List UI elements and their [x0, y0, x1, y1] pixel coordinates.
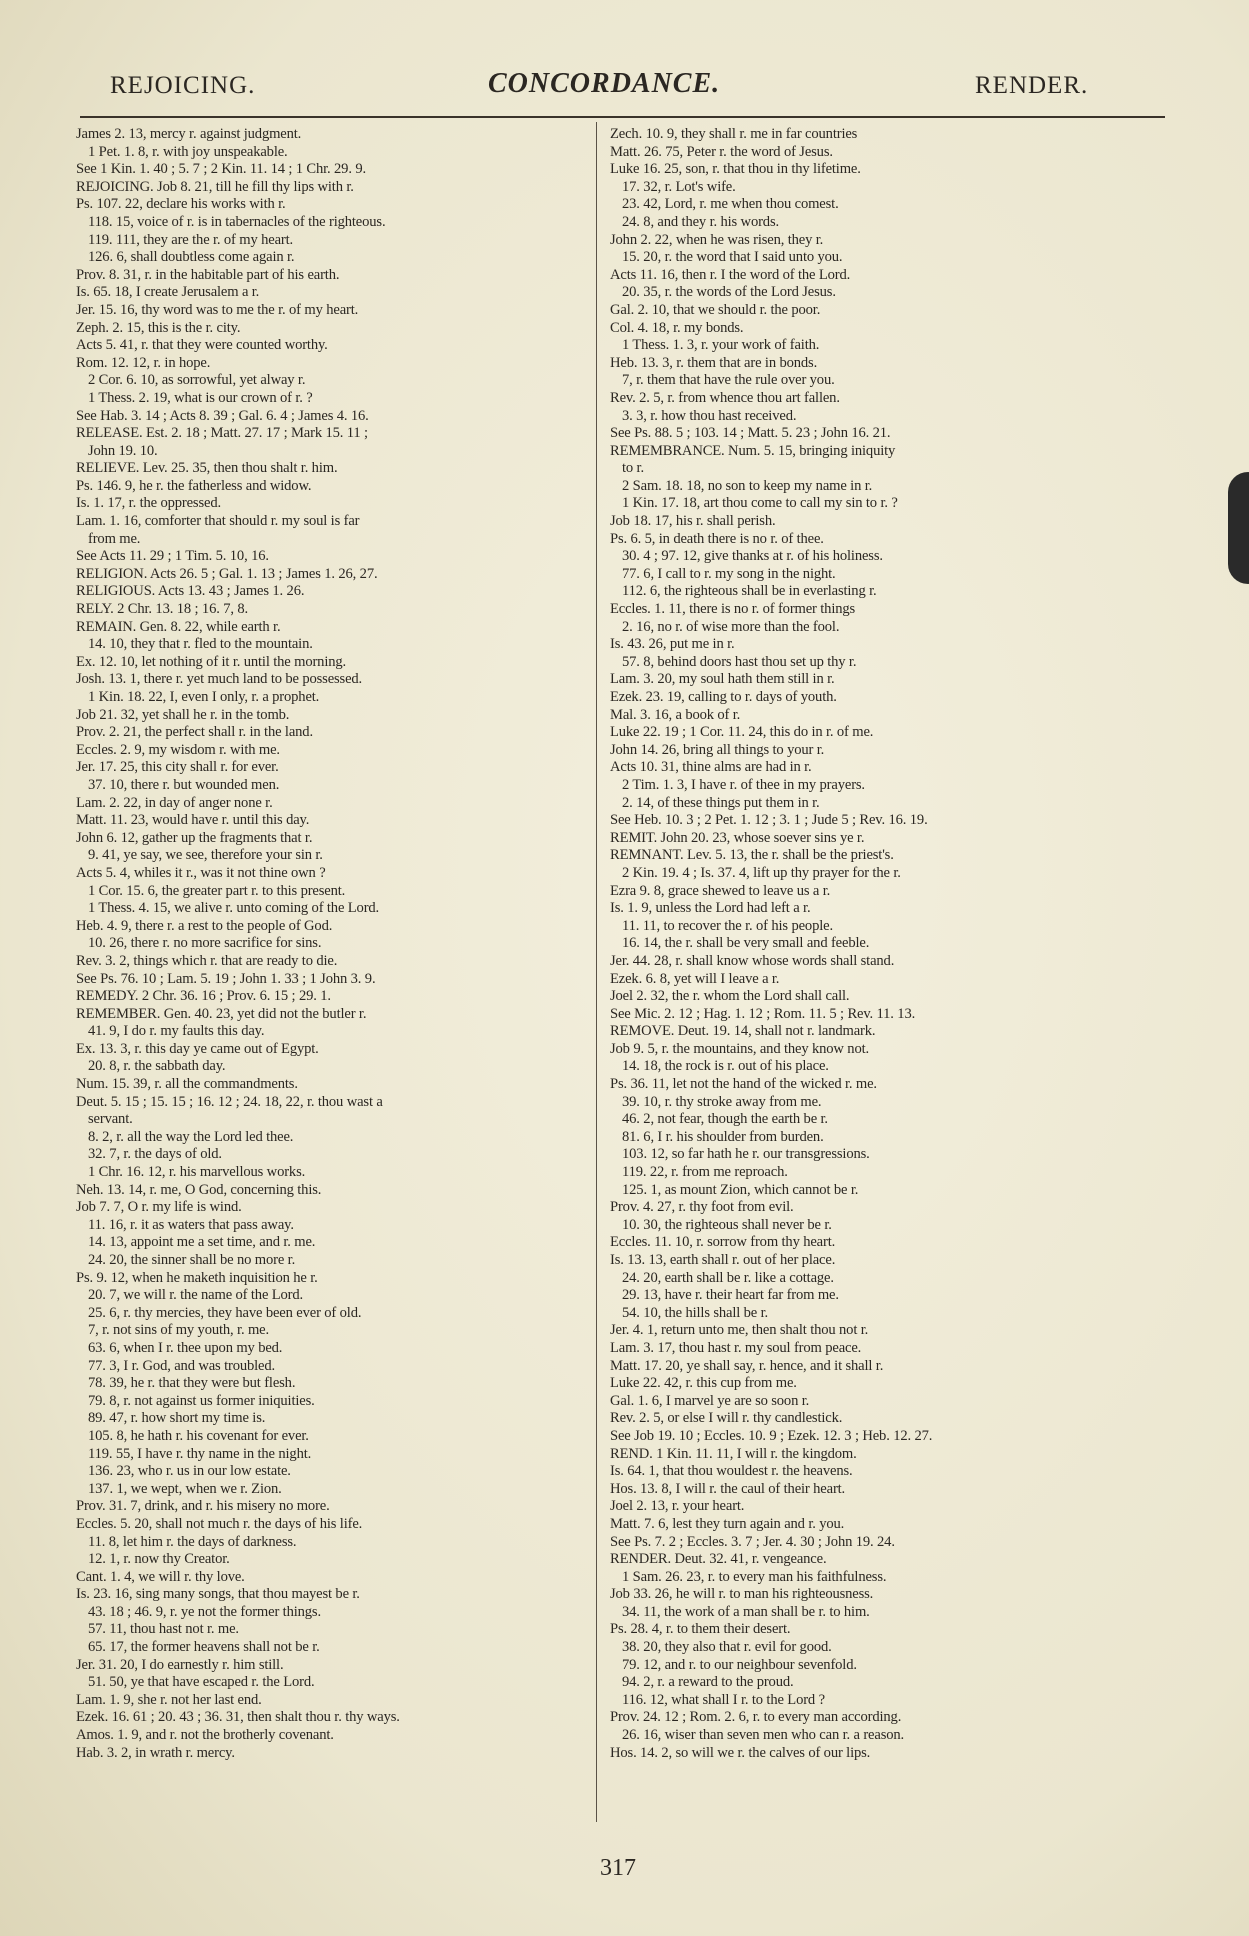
concordance-entry: 57. 8, behind doors hast thou set up thy r. — [622, 653, 857, 670]
concordance-entry: 2. 14, of these things put them in r. — [622, 794, 820, 811]
concordance-entry: Zech. 10. 9, they shall r. me in far countries — [610, 126, 858, 142]
concordance-entry: REMAIN. Gen. 8. 22, while earth r. — [76, 618, 281, 635]
concordance-entry: 39. 10, r. thy stroke away from me. — [622, 1093, 822, 1110]
concordance-entry: Joel 2. 13, r. your heart. — [610, 1498, 745, 1515]
concordance-entry: Ex. 13. 3, r. this day ye came out of Egypt. — [76, 1040, 319, 1057]
concordance-entry: 7, r. not sins of my youth, r. me. — [88, 1322, 269, 1339]
concordance-entry: 1 Cor. 15. 6, the greater part r. to this present. — [88, 882, 346, 899]
concordance-entry: Matt. 17. 20, ye shall say, r. hence, and it shall r. — [610, 1357, 884, 1374]
concordance-entry: Prov. 8. 31, r. in the habitable part of his earth. — [76, 266, 340, 283]
concordance-entry: Hos. 13. 8, I will r. the caul of their heart. — [610, 1480, 846, 1497]
concordance-entry: Heb. 4. 9, there r. a rest to the people of God. — [76, 917, 333, 934]
concordance-entry: 2 Sam. 18. 18, no son to keep my name in r. — [622, 477, 873, 494]
concordance-entry: Is. 1. 17, r. the oppressed. — [76, 495, 221, 512]
concordance-entry: Ps. 36. 11, let not the hand of the wicked r. me. — [610, 1076, 877, 1093]
concordance-entry: Zeph. 2. 15, this is the r. city. — [76, 319, 241, 336]
concordance-entry: 1 Thess. 2. 19, what is our crown of r. ? — [88, 389, 313, 406]
concordance-entry: See Ps. 7. 2 ; Eccles. 3. 7 ; Jer. 4. 30 ; John 19. 24. — [610, 1533, 895, 1550]
concordance-entry: Rev. 2. 5, r. from whence thou art fallen. — [610, 389, 840, 406]
concordance-entry: 105. 8, he hath r. his covenant for ever. — [88, 1427, 309, 1444]
concordance-entry: 12. 1, r. now thy Creator. — [88, 1551, 230, 1568]
concordance-entry: 119. 55, I have r. thy name in the night. — [88, 1445, 312, 1462]
concordance-entry: Lam. 2. 22, in day of anger none r. — [76, 794, 273, 811]
concordance-entry: See Mic. 2. 12 ; Hag. 1. 12 ; Rom. 11. 5 ; Rev. 11. 13. — [610, 1005, 916, 1022]
concordance-entry: 79. 12, and r. to our neighbour sevenfold. — [622, 1656, 857, 1673]
concordance-entry: Lam. 1. 16, comforter that should r. my soul is far — [76, 513, 360, 530]
concordance-entry: See Ps. 76. 10 ; Lam. 5. 19 ; John 1. 33 ; 1 John 3. 9. — [76, 970, 376, 987]
concordance-entry: 126. 6, shall doubtless come again r. — [88, 249, 295, 266]
concordance-entry: 23. 42, Lord, r. me when thou comest. — [622, 196, 839, 213]
concordance-entry: Col. 4. 18, r. my bonds. — [610, 319, 744, 336]
concordance-entry: James 2. 13, mercy r. against judgment. — [76, 126, 302, 142]
concordance-entry: Ezek. 23. 19, calling to r. days of youth. — [610, 689, 837, 705]
concordance-entry: 3. 3, r. how thou hast received. — [622, 407, 797, 424]
concordance-entry: 137. 1, we wept, when we r. Zion. — [88, 1480, 282, 1497]
concordance-entry: Is. 43. 26, put me in r. — [610, 636, 735, 653]
concordance-entry: Eccles. 2. 9, my wisdom r. with me. — [76, 741, 280, 758]
concordance-entry: See Job 19. 10 ; Eccles. 10. 9 ; Ezek. 12. 3 ; Heb. 12. 27. — [610, 1427, 933, 1444]
header-rule — [80, 116, 1165, 118]
concordance-entry: Hos. 14. 2, so will we r. the calves of our lips. — [610, 1744, 871, 1761]
concordance-entry: 20. 7, we will r. the name of the Lord. — [88, 1287, 304, 1304]
concordance-entry: 34. 11, the work of a man shall be r. to him. — [622, 1603, 870, 1620]
concordance-entry: Matt. 26. 75, Peter r. the word of Jesus. — [610, 143, 833, 160]
concordance-entry: REMIT. John 20. 23, whose soever sins ye r. — [610, 829, 865, 846]
running-head — [110, 60, 1110, 110]
thumb-index-tab — [1228, 472, 1249, 584]
concordance-entry: Is. 64. 1, that thou wouldest r. the heavens. — [610, 1463, 853, 1480]
concordance-entry: Gal. 1. 6, I marvel ye are so soon r. — [610, 1392, 810, 1409]
concordance-entry: RELIGIOUS. Acts 13. 43 ; James 1. 26. — [76, 583, 305, 600]
concordance-entry: Jer. 17. 25, this city shall r. for ever. — [76, 759, 279, 776]
concordance-entry: 9. 41, ye say, we see, therefore your sin r. — [88, 847, 323, 864]
concordance-entry: Acts 10. 31, thine alms are had in r. — [610, 759, 812, 776]
concordance-entry: Matt. 11. 23, would have r. until this day. — [76, 812, 310, 829]
right-column — [610, 126, 1130, 1816]
concordance-entry: 8. 2, r. all the way the Lord led thee. — [88, 1128, 294, 1145]
concordance-entry: Lam. 3. 20, my soul hath them still in r. — [610, 671, 835, 688]
concordance-entry: Acts 11. 16, then r. I the word of the Lord. — [610, 266, 851, 283]
concordance-entry: 1 Kin. 17. 18, art thou come to call my sin to r. ? — [622, 495, 898, 512]
concordance-entry: 125. 1, as mount Zion, which cannot be r. — [622, 1181, 859, 1198]
concordance-entry: 30. 4 ; 97. 12, give thanks at r. of his holiness. — [622, 548, 883, 565]
concordance-entry: Ps. 28. 4, r. to them their desert. — [610, 1621, 791, 1638]
concordance-entry: 81. 6, I r. his shoulder from burden. — [622, 1128, 824, 1145]
concordance-entry: Gal. 2. 10, that we should r. the poor. — [610, 301, 821, 318]
concordance-entry: Job 9. 5, r. the mountains, and they know not. — [610, 1040, 870, 1057]
concordance-entry: Luke 22. 42, r. this cup from me. — [610, 1375, 797, 1392]
concordance-entry: Ezra 9. 8, grace shewed to leave us a r. — [610, 882, 831, 899]
concordance-entry: Rom. 12. 12, r. in hope. — [76, 354, 211, 371]
concordance-entry: 14. 10, they that r. fled to the mountain. — [88, 636, 313, 653]
concordance-entry: 11. 8, let him r. the days of darkness. — [88, 1533, 297, 1550]
concordance-entry: 25. 6, r. thy mercies, they have been ever of old. — [88, 1304, 362, 1321]
concordance-entry: from me. — [88, 530, 141, 547]
concordance-entry: 14. 13, appoint me a set time, and r. me. — [88, 1234, 316, 1251]
concordance-entry: 11. 16, r. it as waters that pass away. — [88, 1216, 294, 1233]
concordance-entry: 26. 16, wiser than seven men who can r. a reason. — [622, 1727, 905, 1744]
concordance-entry: John 14. 26, bring all things to your r. — [610, 741, 825, 758]
concordance-entry: REND. 1 Kin. 11. 11, I will r. the kingdom. — [610, 1445, 857, 1462]
concordance-entry: Rev. 2. 5, or else I will r. thy candlestick. — [610, 1410, 843, 1427]
running-head-left: REJOICING. — [110, 72, 256, 99]
concordance-entry: Ps. 146. 9, he r. the fatherless and widow. — [76, 477, 312, 494]
concordance-entry: Jer. 4. 1, return unto me, then shalt thou not r. — [610, 1322, 869, 1339]
column-divider — [596, 122, 597, 1822]
left-column — [76, 126, 596, 1816]
concordance-entry: Job 21. 32, yet shall he r. in the tomb. — [76, 706, 290, 723]
concordance-entry: See Acts 11. 29 ; 1 Tim. 5. 10, 16. — [76, 548, 269, 565]
concordance-entry: 20. 35, r. the words of the Lord Jesus. — [622, 284, 836, 301]
concordance-entry: Lam. 3. 17, thou hast r. my soul from peace. — [610, 1339, 862, 1356]
concordance-entry: See Hab. 3. 14 ; Acts 8. 39 ; Gal. 6. 4 ; James 4. 16. — [76, 407, 369, 424]
concordance-entry: REMOVE. Deut. 19. 14, shall not r. landmark. — [610, 1023, 876, 1040]
concordance-entry: 2 Kin. 19. 4 ; Is. 37. 4, lift up thy prayer for the r. — [622, 864, 901, 881]
concordance-entry: Heb. 13. 3, r. them that are in bonds. — [610, 354, 818, 371]
concordance-entry: 94. 2, r. a reward to the proud. — [622, 1674, 794, 1691]
concordance-entry: Hab. 3. 2, in wrath r. mercy. — [76, 1744, 235, 1761]
concordance-entry: 1 Sam. 26. 23, r. to every man his faithfulness. — [622, 1568, 887, 1585]
concordance-entry: 79. 8, r. not against us former iniquities. — [88, 1392, 315, 1409]
concordance-entry: 136. 23, who r. us in our low estate. — [88, 1463, 291, 1480]
concordance-entry: RELIEVE. Lev. 25. 35, then thou shalt r. him. — [76, 460, 338, 477]
concordance-entry: 46. 2, not fear, though the earth be r. — [622, 1111, 828, 1128]
concordance-entry: 14. 18, the rock is r. out of his place. — [622, 1058, 829, 1075]
concordance-entry: 118. 15, voice of r. is in tabernacles of the righteous. — [88, 213, 386, 230]
concordance-entry: Mal. 3. 16, a book of r. — [610, 706, 741, 723]
concordance-entry: Neh. 13. 14, r. me, O God, concerning this. — [76, 1181, 322, 1198]
concordance-entry: Matt. 7. 6, lest they turn again and r. you. — [610, 1515, 845, 1532]
concordance-entry: 112. 6, the righteous shall be in everlasting r. — [622, 583, 877, 600]
concordance-entry: 103. 12, so far hath he r. our transgressions. — [622, 1146, 870, 1163]
concordance-entry: RELIGION. Acts 26. 5 ; Gal. 1. 13 ; James 1. 26, 27. — [76, 565, 378, 582]
concordance-entry: 116. 12, what shall I r. to the Lord ? — [622, 1691, 825, 1708]
concordance-entry: Acts 5. 4, whiles it r., was it not thine own ? — [76, 864, 326, 881]
concordance-entry: 43. 18 ; 46. 9, r. ye not the former things. — [88, 1603, 321, 1620]
concordance-entry: servant. — [88, 1111, 133, 1128]
concordance-entry: 24. 8, and they r. his words. — [622, 213, 779, 230]
concordance-entry: Deut. 5. 15 ; 15. 15 ; 16. 12 ; 24. 18, 22, r. thou wast a — [76, 1093, 383, 1110]
concordance-entry: 7, r. them that have the rule over you. — [622, 372, 835, 389]
concordance-entry: RENDER. Deut. 32. 41, r. vengeance. — [610, 1551, 827, 1568]
running-head-right: RENDER. — [975, 72, 1089, 99]
concordance-entry: See Heb. 10. 3 ; 2 Pet. 1. 12 ; 3. 1 ; Jude 5 ; Rev. 16. 19. — [610, 812, 928, 829]
concordance-entry: 29. 13, have r. their heart far from me. — [622, 1287, 839, 1304]
concordance-entry: 2 Tim. 1. 3, I have r. of thee in my prayers. — [622, 776, 865, 793]
concordance-entry: 63. 6, when I r. thee upon my bed. — [88, 1339, 283, 1356]
concordance-entry: 37. 10, there r. but wounded men. — [88, 776, 280, 793]
concordance-entry: Ezek. 6. 8, yet will I leave a r. — [610, 970, 780, 987]
concordance-entry: See Ps. 88. 5 ; 103. 14 ; Matt. 5. 23 ; John 16. 21. — [610, 425, 891, 442]
concordance-entry: 10. 30, the righteous shall never be r. — [622, 1216, 832, 1233]
concordance-entry: 11. 11, to recover the r. of his people. — [622, 917, 833, 934]
concordance-entry: Eccles. 11. 10, r. sorrow from thy heart. — [610, 1234, 836, 1251]
concordance-entry: 1 Thess. 4. 15, we alive r. unto coming of the Lord. — [88, 900, 380, 917]
concordance-entry: John 19. 10. — [88, 442, 158, 459]
concordance-entry: 1 Chr. 16. 12, r. his marvellous works. — [88, 1164, 306, 1181]
concordance-entry: REMEDY. 2 Chr. 36. 16 ; Prov. 6. 15 ; 29. 1. — [76, 988, 331, 1005]
concordance-entry: Num. 15. 39, r. all the commandments. — [76, 1076, 298, 1093]
concordance-entry: Acts 5. 41, r. that they were counted worthy. — [76, 337, 328, 354]
concordance-entry: Eccles. 1. 11, there is no r. of former things — [610, 601, 856, 618]
concordance-entry: 17. 32, r. Lot's wife. — [622, 178, 736, 195]
concordance-entry: 16. 14, the r. shall be very small and feeble. — [622, 935, 870, 952]
concordance-entry: Jer. 31. 20, I do earnestly r. him still. — [76, 1656, 284, 1673]
concordance-entry: Jer. 44. 28, r. shall know whose words shall stand. — [610, 952, 895, 969]
concordance-entry: Is. 65. 18, I create Jerusalem a r. — [76, 284, 260, 301]
concordance-entry: 57. 11, thou hast not r. me. — [88, 1621, 239, 1638]
concordance-entry: 89. 47, r. how short my time is. — [88, 1410, 266, 1427]
concordance-entry: Jer. 15. 16, thy word was to me the r. of my heart. — [76, 301, 359, 318]
concordance-entry: Job 7. 7, O r. my life is wind. — [76, 1199, 242, 1216]
concordance-entry: 24. 20, earth shall be r. like a cottage. — [622, 1269, 834, 1286]
concordance-entry: 1 Kin. 18. 22, I, even I only, r. a prophet. — [88, 689, 320, 705]
page-number: 317 — [600, 1855, 636, 1881]
concordance-entry: 119. 111, they are the r. of my heart. — [88, 231, 294, 248]
concordance-entry: 78. 39, he r. that they were but flesh. — [88, 1375, 296, 1392]
concordance-entry: 41. 9, I do r. my faults this day. — [88, 1023, 265, 1040]
concordance-entry: 77. 6, I call to r. my song in the night. — [622, 565, 836, 582]
concordance-entry: Prov. 4. 27, r. thy foot from evil. — [610, 1199, 794, 1216]
concordance-entry: 10. 26, there r. no more sacrifice for sins. — [88, 935, 322, 952]
concordance-entry: Josh. 13. 1, there r. yet much land to be possessed. — [76, 671, 363, 688]
concordance-entry: Rev. 3. 2, things which r. that are ready to die. — [76, 952, 338, 969]
concordance-entry: Prov. 24. 12 ; Rom. 2. 6, r. to every man according. — [610, 1709, 902, 1726]
concordance-entry: Eccles. 5. 20, shall not much r. the days of his life. — [76, 1515, 363, 1532]
concordance-entry: 1 Thess. 1. 3, r. your work of faith. — [622, 337, 820, 354]
concordance-entry: REMEMBRANCE. Num. 5. 15, bringing iniquity — [610, 442, 896, 459]
concordance-entry: Ex. 12. 10, let nothing of it r. until the morning. — [76, 653, 347, 670]
concordance-entry: 32. 7, r. the days of old. — [88, 1146, 222, 1163]
concordance-entry: 65. 17, the former heavens shall not be r. — [88, 1639, 320, 1656]
concordance-entry: John 2. 22, when he was risen, they r. — [610, 231, 824, 248]
concordance-entry: 38. 20, they also that r. evil for good. — [622, 1639, 832, 1656]
concordance-entry: REMEMBER. Gen. 40. 23, yet did not the butler r. — [76, 1005, 367, 1022]
concordance-entry: Ezek. 16. 61 ; 20. 43 ; 36. 31, then shalt thou r. thy ways. — [76, 1709, 400, 1726]
concordance-entry: 15. 20, r. the word that I said unto you. — [622, 249, 843, 266]
concordance-entry: 54. 10, the hills shall be r. — [622, 1304, 769, 1321]
concordance-entry: Cant. 1. 4, we will r. thy love. — [76, 1568, 245, 1585]
concordance-entry: 1 Pet. 1. 8, r. with joy unspeakable. — [88, 143, 288, 160]
concordance-entry: Lam. 1. 9, she r. not her last end. — [76, 1691, 262, 1708]
concordance-entry: Ps. 107. 22, declare his works with r. — [76, 196, 286, 213]
concordance-entry: 51. 50, ye that have escaped r. the Lord. — [88, 1674, 315, 1691]
concordance-entry: REMNANT. Lev. 5. 13, the r. shall be the priest's. — [610, 847, 894, 864]
concordance-entry: 119. 22, r. from me reproach. — [622, 1164, 788, 1181]
concordance-entry: Is. 13. 13, earth shall r. out of her place. — [610, 1252, 836, 1268]
concordance-entry: Amos. 1. 9, and r. not the brotherly covenant. — [76, 1727, 334, 1744]
concordance-entry: Ps. 9. 12, when he maketh inquisition he r. — [76, 1269, 318, 1286]
concordance-entry: REJOICING. Job 8. 21, till he fill thy lips with r. — [76, 178, 354, 195]
concordance-entry: Prov. 31. 7, drink, and r. his misery no more. — [76, 1498, 330, 1515]
concordance-entry: Is. 23. 16, sing many songs, that thou mayest be r. — [76, 1586, 360, 1603]
concordance-entry: 2 Cor. 6. 10, as sorrowful, yet alway r. — [88, 372, 306, 389]
concordance-entry: Ps. 6. 5, in death there is no r. of thee. — [610, 530, 824, 547]
running-head-title: CONCORDANCE. — [488, 68, 721, 99]
concordance-entry: Job 33. 26, he will r. to man his righteousness. — [610, 1586, 874, 1603]
concordance-entry: Is. 1. 9, unless the Lord had left a r. — [610, 900, 811, 917]
concordance-entry: Prov. 2. 21, the perfect shall r. in the land. — [76, 724, 313, 741]
concordance-entry: 2. 16, no r. of wise more than the fool. — [622, 618, 840, 635]
concordance-entry: Luke 16. 25, son, r. that thou in thy lifetime. — [610, 161, 861, 178]
concordance-entry: 20. 8, r. the sabbath day. — [88, 1058, 226, 1075]
concordance-entry: RELEASE. Est. 2. 18 ; Matt. 27. 17 ; Mark 15. 11 ; — [76, 425, 368, 442]
concordance-entry: See 1 Kin. 1. 40 ; 5. 7 ; 2 Kin. 11. 14 ; 1 Chr. 29. 9. — [76, 161, 366, 178]
concordance-entry: Luke 22. 19 ; 1 Cor. 11. 24, this do in r. of me. — [610, 724, 874, 741]
concordance-entry: 24. 20, the sinner shall be no more r. — [88, 1252, 296, 1268]
concordance-entry: Job 18. 17, his r. shall perish. — [610, 513, 776, 530]
concordance-entry: Joel 2. 32, the r. whom the Lord shall call. — [610, 988, 850, 1005]
concordance-entry: 77. 3, I r. God, and was troubled. — [88, 1357, 276, 1374]
concordance-entry: to r. — [622, 460, 644, 477]
concordance-entry: RELY. 2 Chr. 13. 18 ; 16. 7, 8. — [76, 601, 248, 618]
concordance-entry: John 6. 12, gather up the fragments that r. — [76, 829, 313, 846]
